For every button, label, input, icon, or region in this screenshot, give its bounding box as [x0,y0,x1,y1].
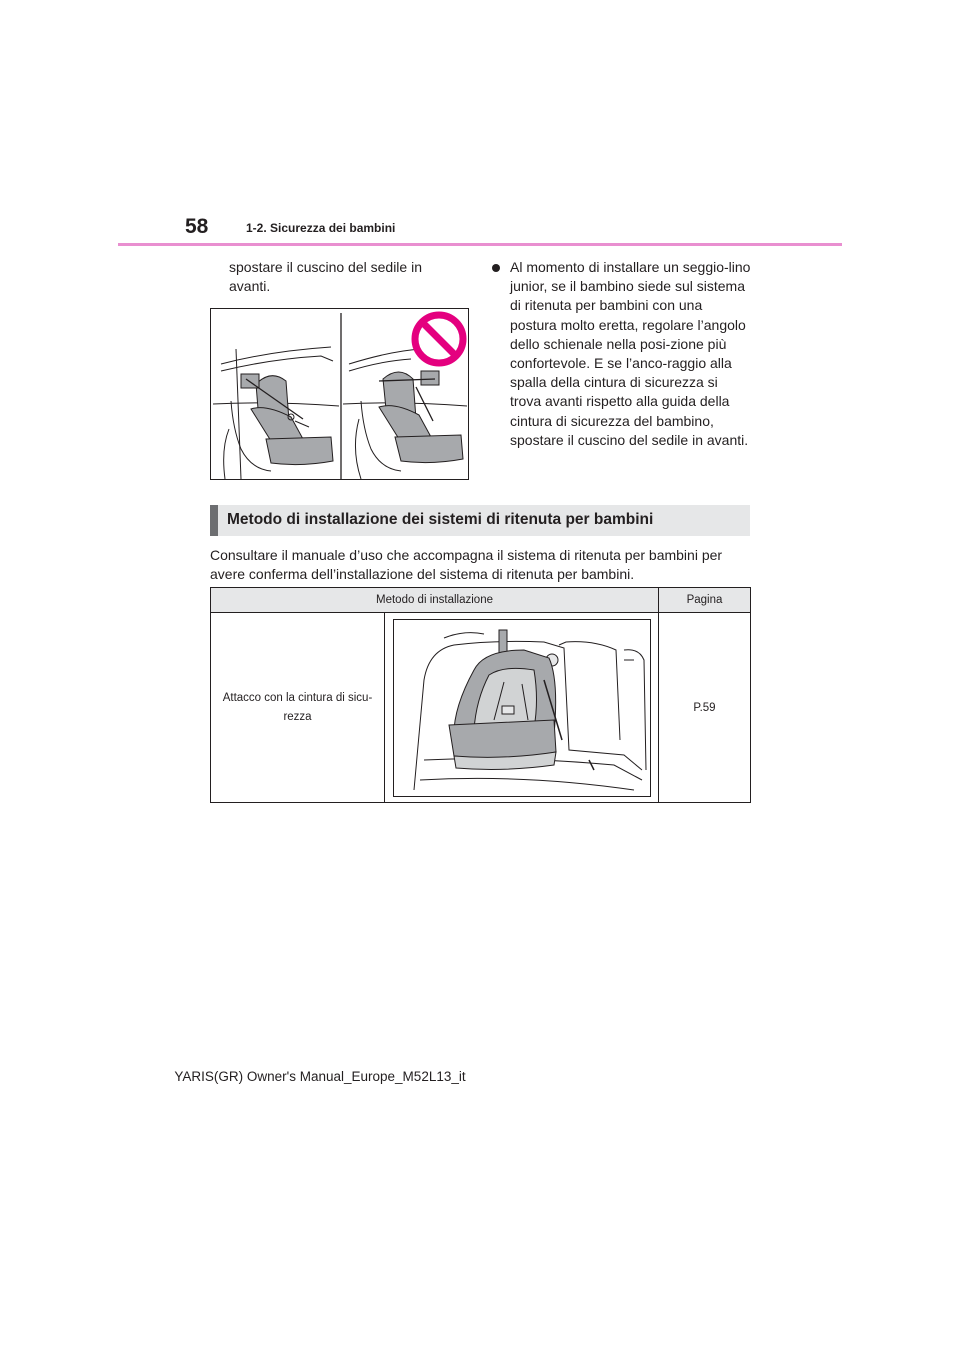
image-cell [385,613,659,803]
header-method: Metodo di installazione [211,588,659,613]
correct-position-panel [213,347,339,479]
child-seat [449,650,562,769]
section-heading [210,505,750,536]
bullet-item [492,258,752,450]
bullet-text: Al momento di installare un seggio-lino junior, se il bambino siede sul sistema di ritenuta per bambini con una postura molto eretta, regolare l’angolo dello schienale nella posi-zione più confortevole. E se l’anco-raggio alla spalla della cintura di sicurezza si trova avanti rispetto alla guida della cintura di sicurezza del bambino, spostare il cuscino del sedile in avanti. [510,259,751,448]
header-divider [118,243,842,246]
section-intro: Consultare il manuale d’uso che accompagna il sistema di ritenuta per bambini per avere conferma dell’installazione del sistema di ritenuta per bambini. [210,547,723,582]
section-heading-bar [210,505,218,536]
seatbelt-attachment-svg [394,620,650,796]
table-header-row [211,588,751,613]
method-cell [211,613,385,803]
chapter-title: 1-2. Sicurezza dei bambini [246,221,396,235]
continuation-paragraph: spostare il cuscino del sedile in avanti. [229,259,422,294]
header-page: Pagina [659,588,751,613]
incorrect-position-panel [343,349,467,479]
seatbelt-attachment-illustration [393,619,651,797]
booster-seat-illustration [210,308,469,480]
footer-manual-id: YARIS(GR) Owner's Manual_Europe_M52L13_it [174,1069,466,1084]
method-label: Attacco con la cintura di sicu-rezza [222,691,373,723]
section-title: Metodo di installazione dei sistemi di ritenuta per bambini [227,511,654,528]
booster-seat-svg [211,309,468,479]
page-cell: P.59 [659,613,751,803]
prohibition-icon [415,315,463,363]
bullet-icon [492,264,500,272]
page-number: 58 [185,215,209,238]
installation-method-table [210,587,751,803]
table-row [211,613,751,803]
